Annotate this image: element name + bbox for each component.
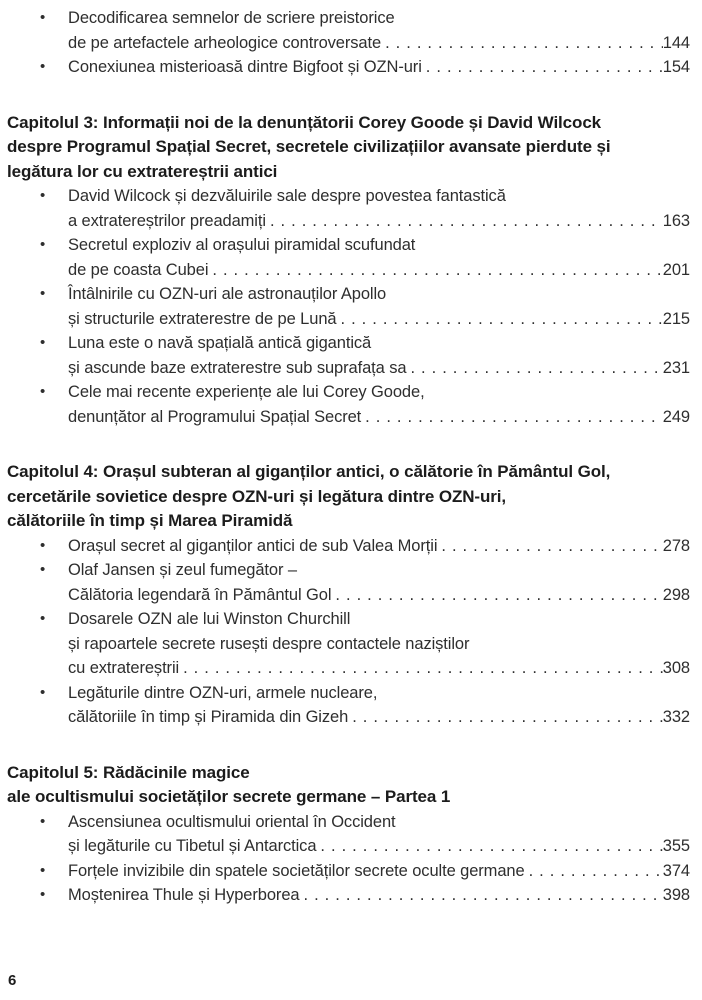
toc-section [7,761,690,908]
entry-text: Ascensiunea ocultismului oriental în Occident [68,812,396,831]
toc-entry-lines [68,810,690,859]
toc-entry-line [68,6,690,31]
dot-leader [385,31,663,56]
toc-entry-line [68,380,690,405]
toc-entry-lines [68,331,690,380]
toc-entry-lines [68,6,690,55]
bullet-icon: • [40,536,46,554]
toc-entry-line [68,859,690,884]
entry-text: Legăturile dintre OZN-uri, armele nucleare, [68,683,378,702]
dot-leader [441,534,662,559]
entry-page-number: 231 [662,358,690,377]
dot-leader [410,356,662,381]
entry-text: Călătoria legendară în Pământul Gol [68,585,332,604]
chapter-heading-line: despre Programul Spațial Secret, secretele civilizațiilor avansate pierdute și [7,137,611,156]
toc-entry-line [68,331,690,356]
toc-entry [7,607,690,681]
toc-entry-line [68,282,690,307]
toc-entry-line [68,184,690,209]
bullet-icon: • [40,236,46,253]
entry-text: călătoriile în timp și Piramida din Gizeh [68,708,349,726]
chapter-heading-line: călătoriile în timp și Marea Piramidă [7,511,293,530]
toc-entry-lines [68,681,690,730]
toc-entry-line [68,558,690,583]
entry-text: și legăturile cu Tibetul și Antarctica [68,837,317,855]
entry-text: Secretul exploziv al orașului piramidal scufundat [68,236,416,254]
chapter-heading-line: cercetările sovietice despre OZN-uri și legătura dintre OZN-uri, [7,486,507,506]
entry-page-number: 374 [662,861,690,880]
toc-entry-line [68,209,690,234]
entry-page-number: 278 [662,536,690,555]
chapter-heading [7,761,690,810]
toc-entry [7,6,690,55]
dot-leader [352,705,663,730]
chapter-heading-line: ale ocultismului societăților secrete germane – Partea 1 [7,787,451,806]
toc-entry-line [68,534,690,559]
toc-entry-line [68,258,690,283]
entry-page-number: 144 [662,33,690,52]
entry-text: Dosarele OZN ale lui Winston Churchill [68,610,351,628]
toc-entry-lines [68,534,690,559]
chapter-heading-line: Capitolul 4: Orașul subteran al giganților antici, o călătorie în Pământul Gol, [7,462,611,481]
entry-text: Cele mai recente experiențe ale lui Corey Goode, [68,383,425,401]
toc-entry [7,534,690,559]
dot-leader [183,656,663,681]
bullet-icon: • [40,285,46,302]
dot-leader [335,583,662,608]
toc-entry-lines [68,883,690,908]
entry-text: Luna este o navă spațială antică gigantică [68,334,372,352]
toc-entry [7,681,690,730]
toc-entry-lines [68,233,690,282]
entry-text: de pe artefactele arheologice controversate [68,33,382,52]
entry-text: Forțele invizibile din spatele societăților secrete oculte germane [68,861,525,880]
entry-text: a extratereștrilor preadamiți [68,211,266,230]
entry-page-number: 355 [662,837,690,855]
toc-entry-line [68,632,690,657]
bullet-icon: • [40,334,46,351]
chapter-heading [7,111,690,185]
toc-entry [7,558,690,607]
bullet-icon: • [40,561,46,578]
entry-page-number: 308 [662,659,690,677]
entry-page-number: 298 [662,585,690,604]
chapter-heading-line: Capitolul 5: Rădăcinile magice [7,762,250,782]
entry-page-number: 332 [662,708,690,726]
toc-entry-line [68,307,690,332]
entry-page-number: 249 [662,407,690,426]
toc-entry-line [68,834,690,859]
chapter-heading-line: legătura lor cu extratereștrii antici [7,161,278,181]
entry-text: Decodificarea semnelor de scriere preistorice [68,9,395,27]
toc-entry-lines [68,607,690,681]
entry-text: de pe coasta Cubei [68,260,209,279]
toc-entry-line [68,705,690,730]
toc-entry-lines [68,282,690,331]
entry-text: Moștenirea Thule și Hyperborea [68,886,300,904]
dot-leader [270,209,663,234]
entry-text: cu extratereștrii [68,659,180,677]
toc-entry-lines [68,55,690,80]
toc-entry-line [68,810,690,835]
dot-leader [426,55,663,80]
toc-entry-lines [68,558,690,607]
toc-entry [7,282,690,331]
toc-entry-line [68,607,690,632]
toc-entry-line [68,656,690,681]
dot-leader [212,258,662,283]
bullet-icon: • [40,9,46,26]
entry-page-number: 398 [662,886,690,904]
chapter-heading-line: Capitolul 3: Informații noi de la denunțătorii Corey Goode și David Wilcock [7,112,602,132]
toc-entry-line [68,31,690,56]
bullet-icon: • [40,812,46,830]
toc-entry-line [68,883,690,908]
toc-entry-lines [68,184,690,233]
entry-text: și rapoartele secrete rusești despre contactele naziștilor [68,634,470,653]
toc-entry-line [68,55,690,80]
dot-leader [303,883,662,908]
chapter-heading [7,460,690,534]
bullet-icon: • [40,610,46,627]
dot-leader [320,834,662,859]
dot-leader [529,859,663,884]
toc-entry [7,233,690,282]
toc-entry-lines [68,380,690,429]
bullet-icon: • [40,861,46,879]
entry-text: David Wilcock și dezvăluirile sale despre povestea fantastică [68,187,506,205]
toc-entry-line [68,233,690,258]
toc-entry-line [68,681,690,706]
entry-text: Orașul secret al giganților antici de sub Valea Morții [68,536,438,555]
entry-page-number: 154 [662,58,690,76]
toc-entry [7,184,690,233]
entry-page-number: 163 [662,211,690,230]
entry-text: Întâlnirile cu OZN-uri ale astronauților Apollo [68,285,387,303]
toc-entry [7,331,690,380]
entry-text: denunțător al Programului Spațial Secret [68,407,362,426]
entry-text: Olaf Jansen și zeul fumegător – [68,561,297,579]
page-number: 6 [8,972,17,989]
toc-section [7,111,690,430]
bullet-icon: • [40,383,46,400]
toc-entry-lines [68,859,690,884]
bullet-icon: • [40,683,46,701]
toc-entry [7,55,690,80]
toc-entry [7,883,690,908]
entry-text: și ascunde baze extraterestre sub suprafața sa [68,358,407,377]
entry-page-number: 215 [662,309,690,328]
bullet-icon: • [40,187,46,204]
toc-entry-line [68,583,690,608]
entry-text: Conexiunea misterioasă dintre Bigfoot și OZN-uri [68,58,422,76]
toc-entry-line [68,405,690,430]
dot-leader [365,405,663,430]
toc-entry [7,859,690,884]
toc-entry-line [68,356,690,381]
bullet-icon: • [40,886,46,903]
toc-section [7,6,690,80]
toc-section [7,460,690,730]
toc-entry [7,810,690,859]
toc-entry [7,380,690,429]
entry-page-number: 201 [662,260,690,279]
dot-leader [341,307,663,332]
bullet-icon: • [40,58,46,75]
entry-text: și structurile extraterestre de pe Lună [68,309,337,328]
